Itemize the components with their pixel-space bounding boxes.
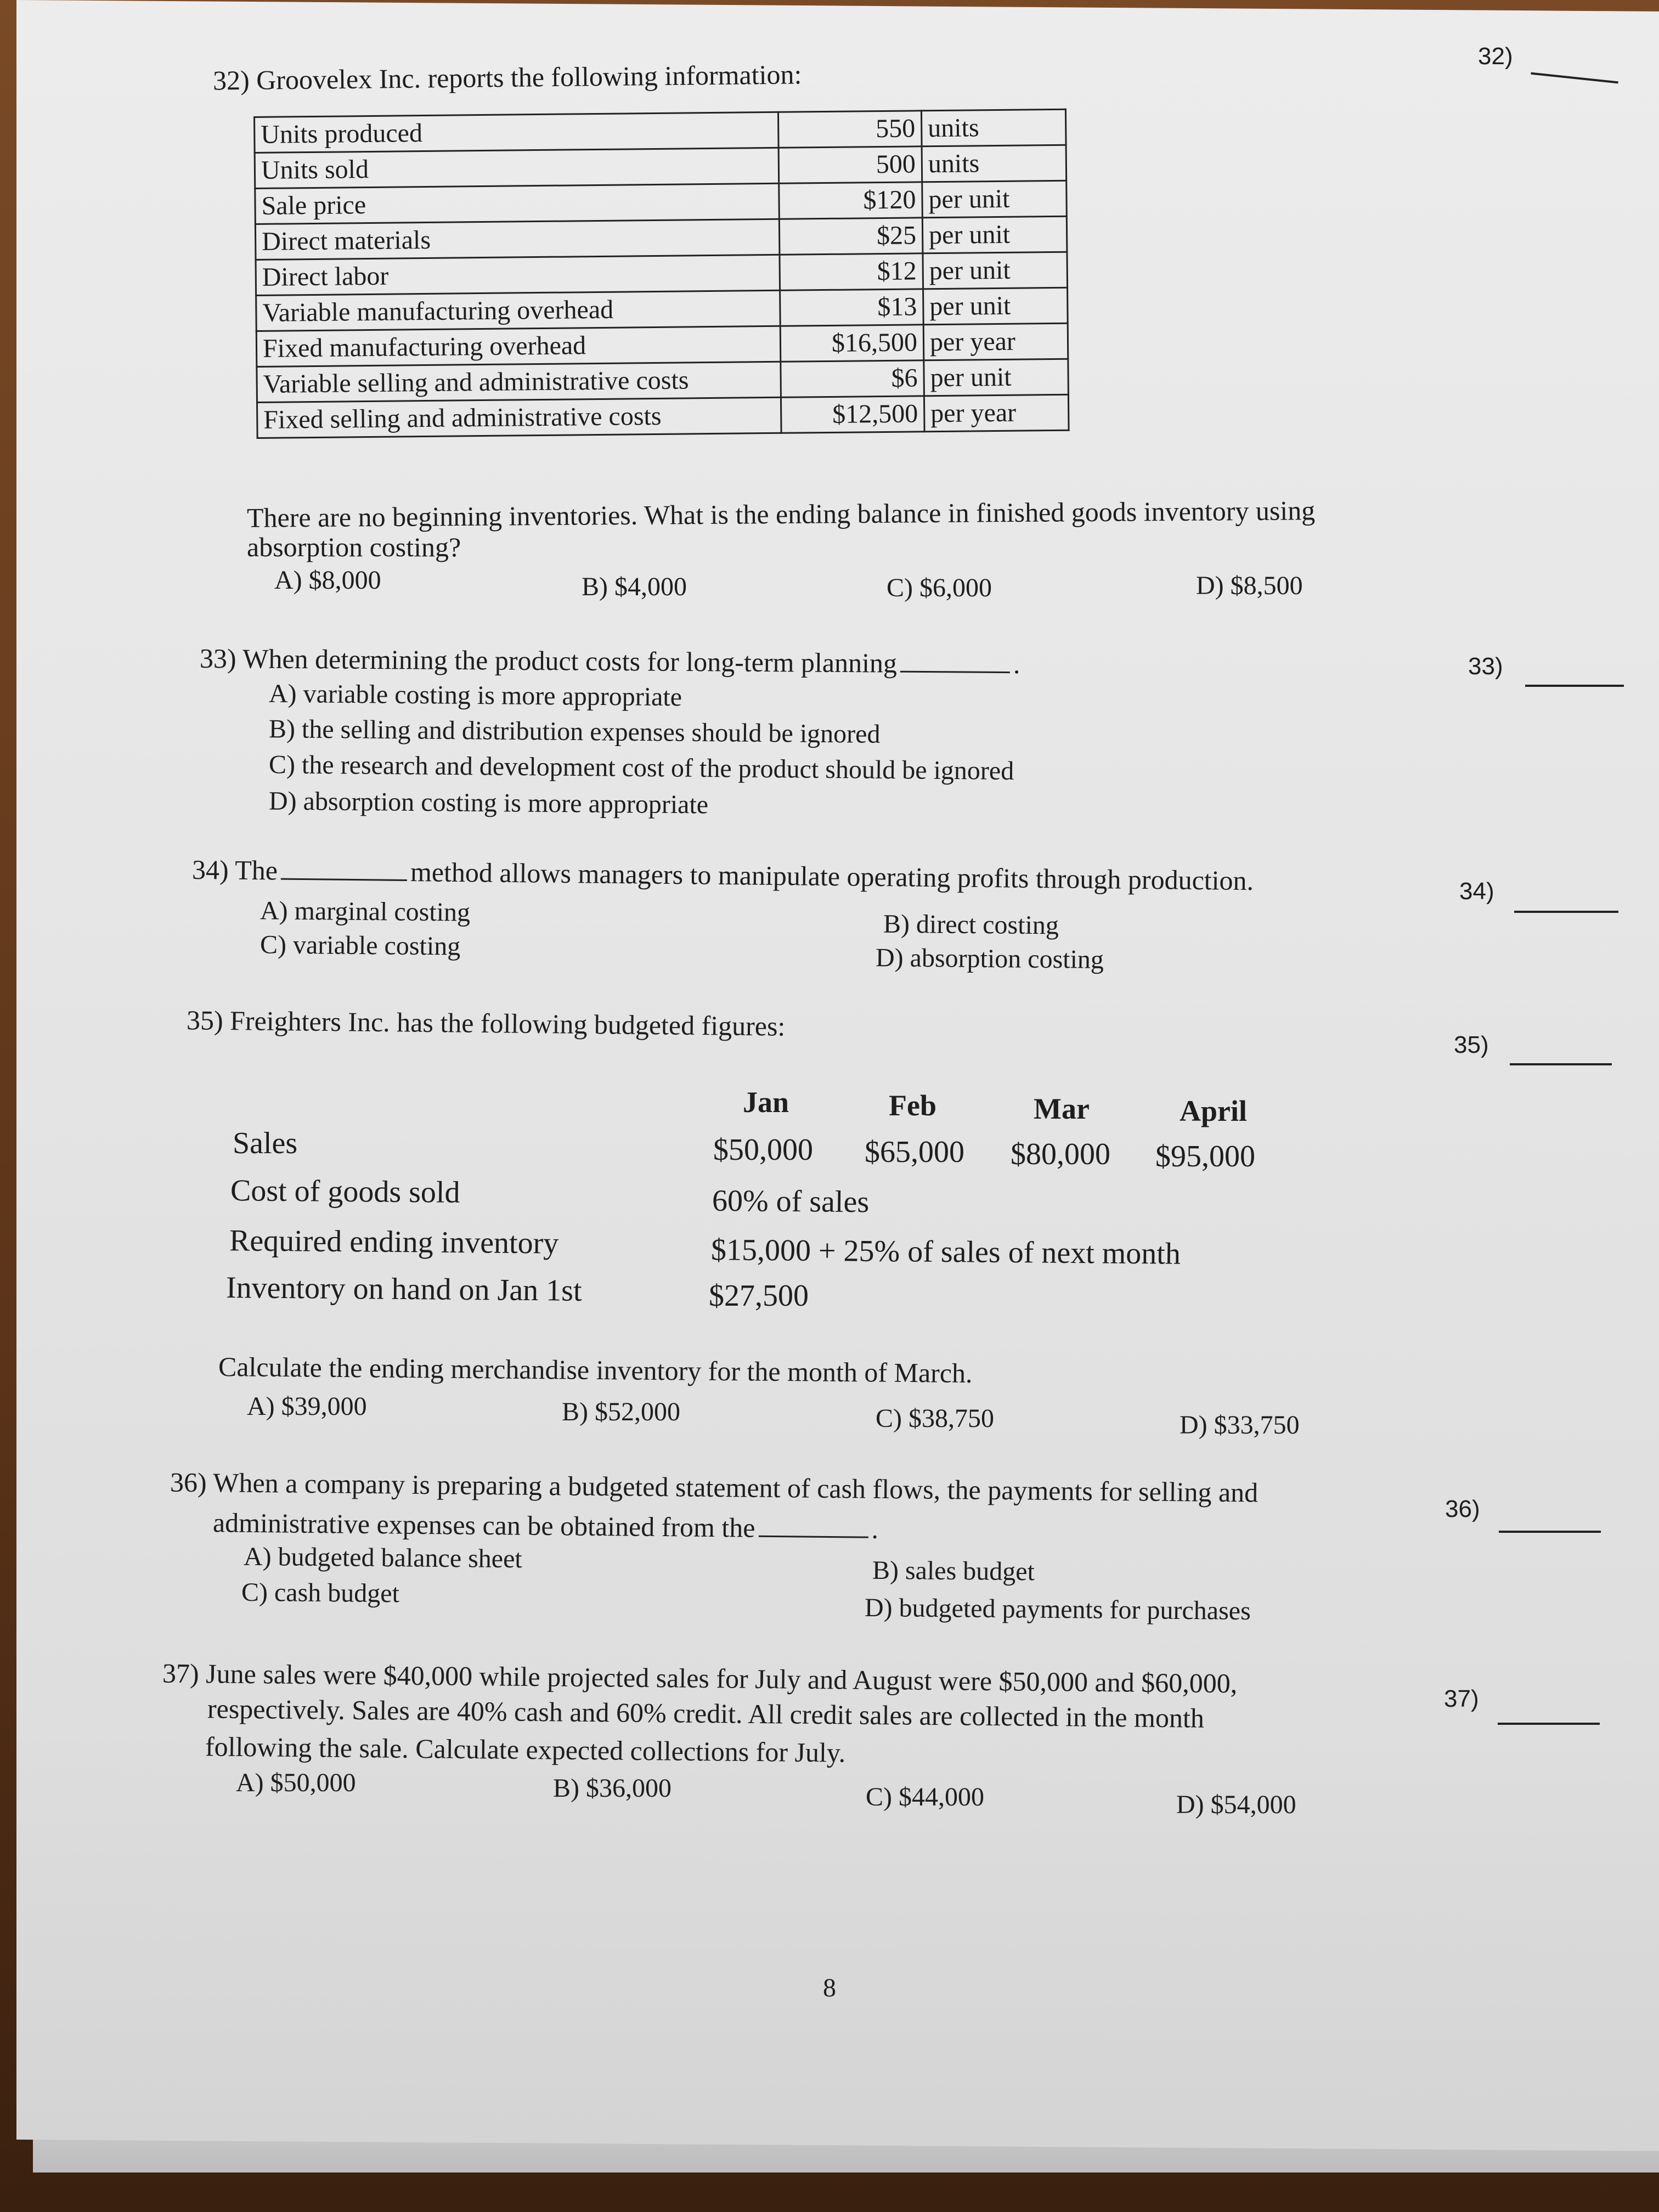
answer-blank-35[interactable] [1510, 1063, 1612, 1065]
option-36-a[interactable]: A) budgeted balance sheet [243, 1542, 523, 1574]
question-33-stem-end: . [1013, 648, 1020, 680]
sales-feb: $65,000 [865, 1135, 964, 1169]
answer-label-35: 35) [1454, 1031, 1489, 1058]
answer-label-33: 33) [1468, 653, 1503, 680]
option-37-b[interactable]: B) $36,000 [553, 1774, 672, 1803]
table-cell-unit: per unit [923, 287, 1068, 325]
table-cell-unit: per unit [922, 216, 1067, 253]
table-cell-label: Direct labor [256, 255, 780, 295]
question-36-stem-line2 [213, 1506, 879, 1545]
table-cell-unit: per unit [923, 252, 1068, 289]
option-33-c[interactable]: C) the research and development cost of the product should be ignored [268, 750, 1014, 786]
table-cell-unit: per year [924, 394, 1069, 432]
question-32-text-line2: absorption costing? [247, 532, 461, 562]
option-33-d[interactable]: D) absorption costing is more appropriate [268, 786, 709, 820]
table-cell-value: $6 [781, 360, 924, 398]
option-35-b[interactable]: B) $52,000 [562, 1397, 680, 1426]
table-cell-unit: per year [923, 323, 1068, 360]
answer-label-37: 37) [1444, 1685, 1479, 1712]
question-36-stem-text: administrative expenses can be obtained from the [212, 1507, 755, 1543]
month-header-mar: Mar [1034, 1092, 1090, 1125]
option-32-b[interactable]: B) $4,000 [582, 572, 687, 601]
option-34-a[interactable]: A) marginal costing [259, 896, 471, 927]
table-cell-value: $25 [779, 218, 923, 255]
sales-april: $95,000 [1155, 1139, 1255, 1173]
question-37-stem-line3: following the sale. Calculate expected collections for July. [205, 1731, 846, 1768]
table-cell-value: 550 [778, 111, 922, 148]
question-37-stem-line2: respectively. Sales are 40% cash and 60% credit. All credit sales are collected in the month [207, 1693, 1205, 1734]
answer-label-36: 36) [1445, 1496, 1480, 1522]
table-cell-label: Sale price [255, 183, 780, 224]
row-label-inventory-on-hand: Inventory on hand on Jan 1st [225, 1271, 582, 1308]
option-34-c[interactable]: C) variable costing [259, 930, 461, 961]
table-cell-label: Variable manufacturing overhead [256, 290, 781, 331]
table-row [257, 394, 1069, 438]
option-35-d[interactable]: D) $33,750 [1180, 1410, 1300, 1440]
row-label-required-inventory: Required ending inventory [229, 1223, 559, 1261]
table-cell-value: $120 [779, 182, 923, 219]
table-cell-label: Fixed selling and administrative costs [257, 397, 782, 438]
cost-info-table [253, 109, 1070, 439]
row-label-sales: Sales [233, 1126, 298, 1160]
fill-blank-33 [900, 671, 1010, 673]
option-34-b[interactable]: B) direct costing [883, 909, 1059, 940]
table-cell-value: $12 [780, 253, 923, 291]
month-header-april: April [1180, 1094, 1248, 1127]
question-37-stem-line1: 37) June sales were $40,000 while projected sales for July and August were $50,000 and $60,000, [162, 1657, 1238, 1699]
question-36-stem-end: . [871, 1513, 879, 1544]
required-inventory-value: $15,000 + 25% of sales of next month [710, 1233, 1181, 1271]
table-cell-label: Variable selling and administrative costs [257, 362, 781, 402]
answer-label-34: 34) [1459, 878, 1494, 905]
option-32-a[interactable]: A) $8,000 [274, 566, 381, 595]
table-cell-value: 500 [778, 146, 922, 184]
table-cell-unit: per unit [924, 359, 1069, 396]
option-34-d[interactable]: D) absorption costing [875, 943, 1104, 974]
table-cell-label: Units produced [255, 112, 779, 153]
sales-mar: $80,000 [1011, 1137, 1110, 1171]
table-cell-value: $13 [780, 289, 924, 326]
table-cell-label: Fixed manufacturing overhead [256, 326, 781, 366]
option-36-d[interactable]: D) budgeted payments for purchases [864, 1593, 1251, 1626]
option-37-a[interactable]: A) $50,000 [236, 1768, 356, 1797]
option-37-d[interactable]: D) $54,000 [1176, 1790, 1296, 1819]
answer-blank-37[interactable] [1498, 1723, 1600, 1725]
answer-blank-33[interactable] [1525, 685, 1624, 687]
question-34-stem-end: method allows managers to manipulate operating profits through production. [410, 856, 1254, 896]
fill-blank-34 [281, 878, 407, 881]
table-cell-value: $12,500 [781, 396, 924, 433]
sales-jan: $50,000 [713, 1133, 813, 1167]
table-cell-unit: units [921, 109, 1066, 146]
option-36-c[interactable]: C) cash budget [241, 1577, 400, 1609]
option-37-c[interactable]: C) $44,000 [866, 1782, 984, 1812]
table-cell-label: Direct materials [255, 219, 780, 259]
table-cell-label: Units sold [255, 148, 779, 188]
answer-label-32: 32) [1478, 43, 1513, 70]
page-number: 8 [823, 1973, 836, 2002]
option-32-d[interactable]: D) $8,500 [1196, 571, 1303, 600]
question-32-text-line1: There are no beginning inventories. What is the ending balance in finished goods inventory using [246, 495, 1316, 533]
question-33-stem-text: 33) When determining the product costs for long-term planning [199, 642, 898, 679]
option-36-b[interactable]: B) sales budget [872, 1555, 1035, 1587]
question-32-intro: 32) Groovelex Inc. reports the following information: [212, 59, 802, 96]
answer-blank-34[interactable] [1514, 911, 1618, 913]
question-35-intro: 35) Freighters Inc. has the following budgeted figures: [186, 1005, 786, 1042]
option-32-c[interactable]: C) $6,000 [887, 573, 992, 602]
question-35-text: Calculate the ending merchandise inventory for the month of March. [218, 1351, 973, 1389]
cogs-value: 60% of sales [712, 1183, 870, 1220]
row-label-cogs: Cost of goods sold [230, 1173, 460, 1210]
question-33-stem [200, 642, 1020, 680]
month-header-jan: Jan [743, 1086, 789, 1119]
table-cell-unit: per unit [922, 180, 1067, 218]
month-header-feb: Feb [889, 1089, 936, 1122]
option-33-b[interactable]: B) the selling and distribution expenses should be ignored [268, 714, 881, 749]
table-cell-value: $16,500 [780, 325, 924, 362]
fill-blank-36 [758, 1536, 868, 1538]
inventory-on-hand-value: $27,500 [709, 1279, 809, 1313]
table-cell-unit: units [922, 145, 1066, 182]
question-34-stem-start: 34) The [191, 854, 278, 886]
answer-blank-36[interactable] [1499, 1531, 1601, 1533]
option-33-a[interactable]: A) variable costing is more appropriate [268, 679, 682, 712]
question-36-stem-line1: 36) When a company is preparing a budgeted statement of cash flows, the payments for selling and [170, 1466, 1259, 1508]
option-35-a[interactable]: A) $39,000 [247, 1392, 367, 1421]
option-35-c[interactable]: C) $38,750 [876, 1404, 994, 1433]
